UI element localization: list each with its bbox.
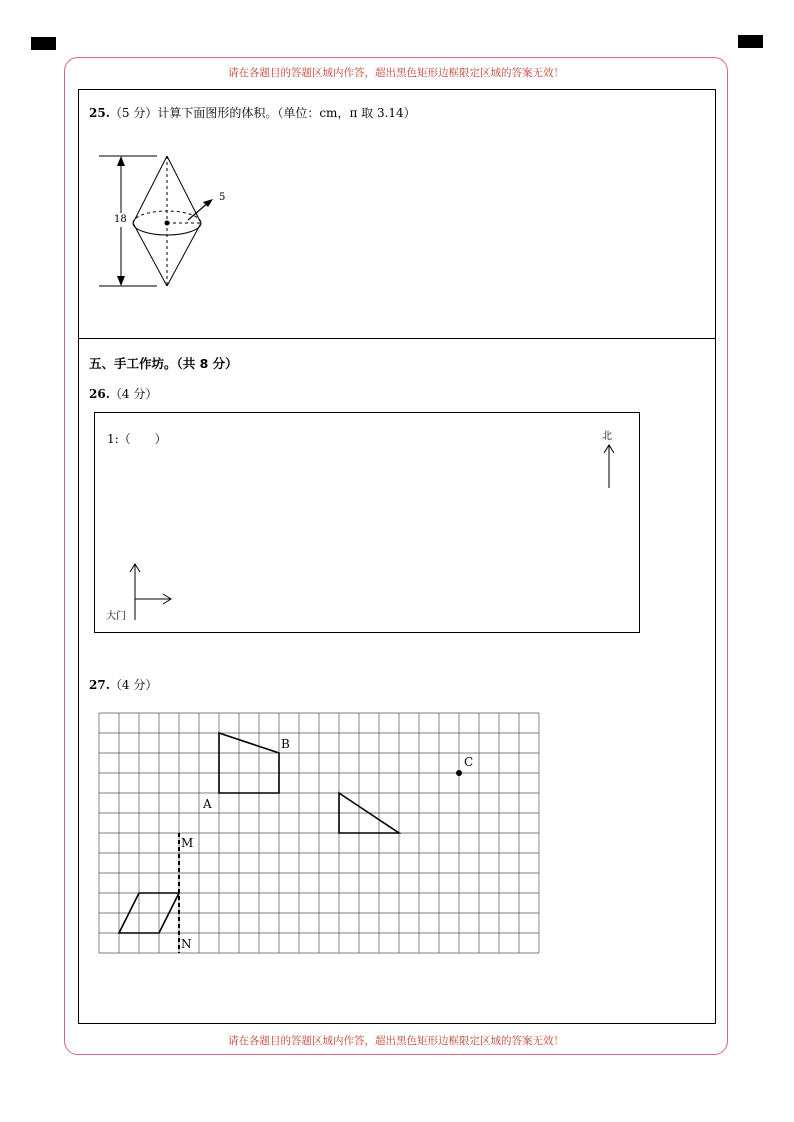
q25-number: 25. [89,106,110,120]
point-a-label: A [203,797,212,811]
section-divider [78,338,716,339]
q26-number: 26. [89,387,110,401]
trapezoid-shape [219,733,279,793]
section-5-title: 五、手工作坊。（共 8 分） [89,356,238,371]
point-c [456,770,462,776]
q25-heading [89,104,416,121]
q26-heading [89,385,157,402]
height-label: 18 [114,214,127,225]
q26-points: （4 分） [109,387,158,401]
gate-axes-icon [125,562,175,622]
q27-points: （4 分） [109,678,158,692]
registration-mark-right [738,35,763,48]
line-n-label: N [181,937,192,951]
gate-label: 大门 [106,611,126,622]
north-arrow-icon [603,444,617,490]
q27-heading [89,676,157,693]
north-label: 北 [602,431,612,442]
q25-text: （5 分）计算下面图形的体积。（单位：cm，π 取 3.14） [109,106,416,120]
point-c-label: C [464,755,474,769]
q27-number: 27. [89,678,110,692]
scale-label: 1:（ ） [107,432,167,446]
map-drawing-area[interactable] [94,412,640,633]
registration-mark-left [31,37,56,50]
header-notice: 请在各题目的答题区域内作答，超出黑色矩形边框限定区域的答案无效！ [228,67,564,79]
point-b-label: B [281,737,290,751]
square-grid[interactable] [98,712,542,954]
line-m-label: M [181,836,194,850]
footer-notice: 请在各题目的答题区域内作答，超出黑色矩形边框限定区域的答案无效！ [228,1035,564,1047]
radius-label: 5 [219,192,226,203]
